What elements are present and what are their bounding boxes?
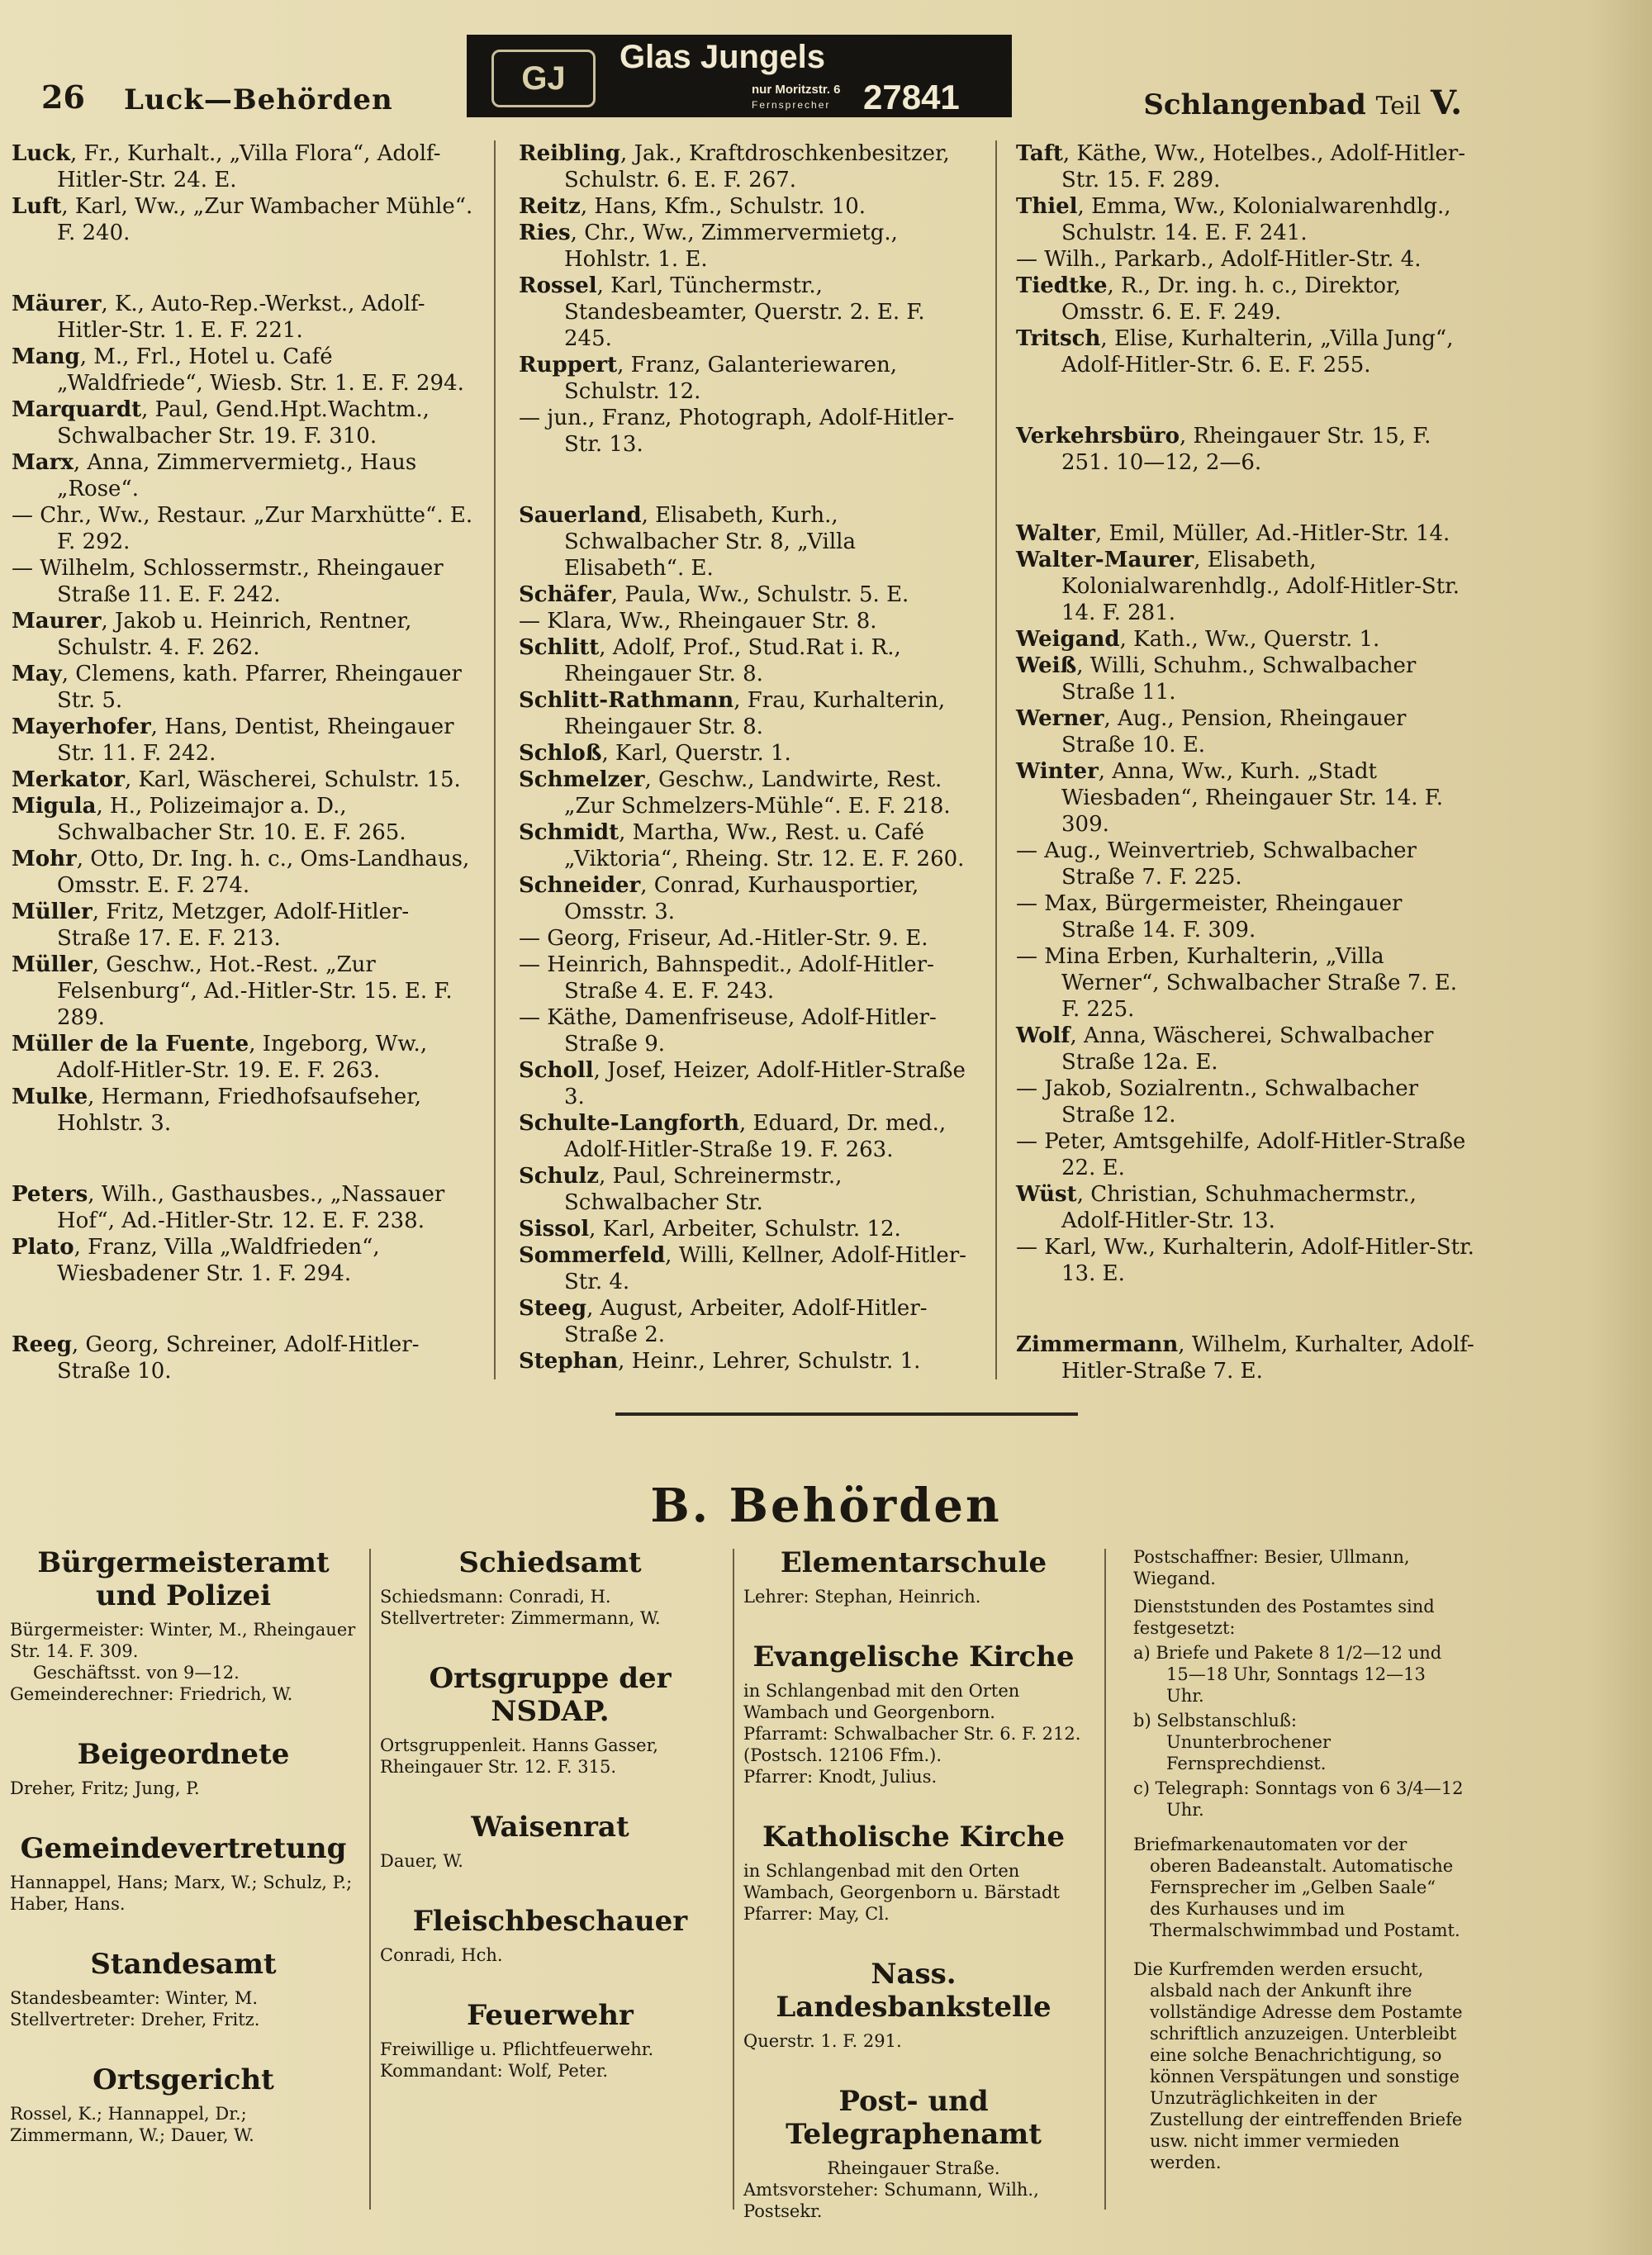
section-line: Lehrer: Stephan, Heinrich. [743, 1587, 981, 1607]
entry-gap [519, 458, 971, 502]
directory-entry: — Heinrich, Bahnspedit., Adolf-Hitler-Straße 4. E. F. 243. [519, 952, 934, 1004]
authorities-column-4 [1133, 1546, 1464, 2191]
section-elementarschule [743, 1546, 1084, 1607]
section-buergermeisteramt [10, 1546, 357, 1705]
section-katholische-kirche [743, 1821, 1084, 1925]
section-separator [615, 1412, 1078, 1416]
section-line: Schiedsmann: Conradi, H. [380, 1587, 611, 1607]
directory-column-2 [519, 140, 971, 1374]
section-ortsgericht [10, 2063, 357, 2146]
section-line: Pfarrer: Knodt, Julius. [743, 1767, 938, 1787]
directory-entry: Walter-Maurer, Elisabeth, Kolonialwarenhdlg., Adolf-Hitler-Str. 14. F. 281. [1016, 548, 1460, 625]
page-number: 26 [41, 78, 85, 116]
directory-entry: Werner, Aug., Pension, Rheingauer Straße 10. E. [1016, 706, 1407, 757]
section-heading: Waisenrat [471, 1811, 629, 1844]
section-heading: Bürgermeisteramt und Polizei [37, 1546, 330, 1612]
directory-entry: Ries, Chr., Ww., Zimmervermietg., Hohlstr. 1. E. [519, 221, 898, 272]
directory-entry: — Chr., Ww., Restaur. „Zur Marxhütte“. E. F. 292. [12, 503, 473, 554]
post-staff: Postschaffner: Besier, Ullmann, Wiegand. [1133, 1547, 1410, 1588]
section-line: Geschäftsst. von 9—12. [33, 1663, 240, 1683]
section-line: Rossel, K.; Hannappel, Dr.; Zimmermann, W.; Dauer, W. [10, 2104, 254, 2145]
directory-entry: Taft, Käthe, Ww., Hotelbes., Adolf-Hitler-Str. 15. F. 289. [1016, 141, 1466, 192]
directory-entry: Mulke, Hermann, Friedhofsaufseher, Hohlstr. 3. [12, 1085, 422, 1136]
entry-gap [12, 246, 474, 291]
directory-entry: Mäurer, K., Auto-Rep.-Werkst., Adolf-Hitler-Str. 1. E. F. 221. [12, 292, 425, 343]
directory-entry: Marx, Anna, Zimmervermietg., Haus „Rose“. [12, 450, 417, 501]
directory-entry: Tritsch, Elise, Kurhalterin, „Villa Jung“, Adolf-Hitler-Str. 6. E. F. 255. [1016, 326, 1454, 377]
directory-entry: Marquardt, Paul, Gend.Hpt.Wachtm., Schwalbacher Str. 19. F. 310. [12, 397, 430, 449]
directory-entry: Schmelzer, Geschw., Landwirte, Rest. „Zur Schmelzers-Mühle“. E. F. 218. [519, 767, 951, 819]
directory-entry: Mayerhofer, Hans, Dentist, Rheingauer Str. 11. F. 242. [12, 714, 454, 766]
section-heading: Ortsgruppe der NSDAP. [429, 1662, 672, 1728]
post-hours-item: a) Briefe und Pakete 8 1/2—12 und 15—18 Uhr, Sonntags 12—13 Uhr. [1133, 1643, 1442, 1706]
header-place [1143, 83, 1462, 122]
directory-entry: — Wilh., Parkarb., Adolf-Hitler-Str. 4. [1016, 247, 1422, 272]
authorities-column-1 [10, 1546, 357, 2179]
section-schiedsamt [380, 1546, 720, 1629]
section-feuerwehr [380, 1999, 720, 2082]
section-line: Stellvertreter: Dreher, Fritz. [10, 2010, 260, 2029]
directory-entry: — Karl, Ww., Kurhalterin, Adolf-Hitler-Str. 13. E. [1016, 1235, 1474, 1286]
section-line: Pfarramt: Schwalbacher Str. 6. F. 212. (Postsch. 12106 Ffm.). [743, 1724, 1081, 1765]
directory-column-3 [1016, 140, 1479, 1384]
section-line: Pfarrer: May, Cl. [743, 1904, 890, 1924]
section-line: Ortsgruppenleit. Hanns Gasser, Rheingauer Str. 12. F. 315. [380, 1735, 658, 1777]
directory-entry: Weigand, Kath., Ww., Querstr. 1. [1016, 627, 1380, 652]
section-line: Standesbeamter: Winter, M. [10, 1988, 259, 2008]
directory-entry: Wüst, Christian, Schuhmachermstr., Adolf-Hitler-Str. 13. [1016, 1182, 1417, 1233]
section-postamt [743, 2085, 1084, 2222]
post-hours-item: b) Selbstanschluß: Ununterbrochener Fernsprechdienst. [1133, 1711, 1332, 1773]
section-fleischbeschauer [380, 1905, 720, 1966]
directory-entry: Schneider, Conrad, Kurhausportier, Omsstr. 3. [519, 873, 919, 924]
directory-entry: Zimmermann, Wilhelm, Kurhalter, Adolf-Hitler-Straße 7. E. [1016, 1332, 1474, 1384]
entry-gap [1016, 476, 1479, 520]
directory-entry: Rossel, Karl, Tünchermstr., Standesbeamter, Querstr. 2. E. F. 245. [519, 273, 925, 351]
section-standesamt [10, 1948, 357, 2030]
directory-entry: Sauerland, Elisabeth, Kurh., Schwalbacher Str. 8, „Villa Elisabeth“. E. [519, 503, 856, 581]
directory-entry: Müller de la Fuente, Ingeborg, Ww., Adolf-Hitler-Str. 19. E. F. 263. [12, 1032, 428, 1083]
section-line: Stellvertreter: Zimmermann, W. [380, 1608, 661, 1628]
column-divider [494, 140, 496, 1379]
directory-entry: Müller, Geschw., Hot.-Rest. „Zur Felsenburg“, Ad.-Hitler-Str. 15. E. F. 289. [12, 952, 453, 1030]
section-landesbank [743, 1958, 1084, 2052]
directory-entry: Merkator, Karl, Wäscherei, Schulstr. 15. [12, 767, 461, 792]
section-line: Gemeinderechner: Friedrich, W. [10, 1684, 293, 1704]
section-beigeordnete [10, 1738, 357, 1799]
section-line: Dreher, Fritz; Jung, P. [10, 1778, 200, 1798]
directory-entry: Reitz, Hans, Kfm., Schulstr. 10. [519, 194, 866, 219]
directory-entry: Maurer, Jakob u. Heinrich, Rentner, Schulstr. 4. F. 262. [12, 609, 412, 660]
section-evangelische-kirche [743, 1640, 1084, 1787]
section-heading: Schiedsamt [458, 1546, 642, 1579]
directory-entry: Sommerfeld, Willi, Kellner, Adolf-Hitler-Str. 4. [519, 1243, 966, 1294]
advert-address: nur Moritzstr. 6 [752, 83, 841, 97]
section-heading: Standesamt [90, 1948, 277, 1981]
post-hours-intro: Dienststunden des Postamtes sind festgesetzt: [1133, 1597, 1435, 1638]
place-name: Schlangenbad [1143, 88, 1366, 121]
directory-entry: Verkehrsbüro, Rheingauer Str. 15, F. 251. 10—12, 2—6. [1016, 424, 1431, 475]
post-notice: Briefmarkenautomaten vor der oberen Badeanstalt. Automatische Fernsprecher im „Gelben Saale“ des Kurhauses und im Thermalschwimmbad und Postamt. [1133, 1835, 1460, 1940]
directory-entry: — Peter, Amtsgehilfe, Adolf-Hitler-Straße 22. E. [1016, 1129, 1466, 1180]
directory-entry: Müller, Fritz, Metzger, Adolf-Hitler-Straße 17. E. F. 213. [12, 900, 410, 951]
header-range: Luck—Behörden [124, 83, 393, 116]
directory-entry: Schulz, Paul, Schreinermstr., Schwalbacher Str. [519, 1164, 843, 1215]
directory-entry: Schlitt, Adolf, Prof., Stud.Rat i. R., Rheingauer Str. 8. [519, 635, 901, 686]
directory-entry: Stephan, Heinr., Lehrer, Schulstr. 1. [519, 1349, 921, 1374]
directory-entry: Thiel, Emma, Ww., Kolonialwarenhdlg., Schulstr. 14. E. F. 241. [1016, 194, 1451, 245]
advert-logo: GJ [491, 50, 596, 107]
section-line: Dauer, W. [380, 1851, 463, 1871]
directory-entry: — Max, Bürgermeister, Rheingauer Straße 14. F. 309. [1016, 891, 1403, 942]
directory-column-1 [12, 140, 474, 1384]
directory-entry: — Aug., Weinvertrieb, Schwalbacher Straße 7. F. 225. [1016, 838, 1417, 890]
directory-entry: Ruppert, Franz, Galanteriewaren, Schulstr. 12. [519, 353, 897, 404]
directory-entry: — jun., Franz, Photograph, Adolf-Hitler-Str. 13. [519, 406, 955, 457]
directory-entry: Schäfer, Paula, Ww., Schulstr. 5. E. [519, 582, 909, 607]
authorities-column-3 [743, 1546, 1084, 2255]
section-ortsgruppe [380, 1662, 720, 1778]
directory-entry: Scholl, Josef, Heizer, Adolf-Hitler-Straße 3. [519, 1058, 966, 1109]
section-line: Conradi, Hch. [380, 1945, 503, 1965]
advert-phone: 27841 [863, 78, 960, 116]
directory-entry: — Käthe, Damenfriseuse, Adolf-Hitler-Straße 9. [519, 1005, 937, 1056]
advert-phone-label: Fernsprecher [752, 99, 831, 111]
directory-entry: Migula, H., Polizeimajor a. D., Schwalbacher Str. 10. E. F. 265. [12, 794, 406, 845]
directory-entry: Tiedtke, R., Dr. ing. h. c., Direktor, Omsstr. 6. E. F. 249. [1016, 273, 1401, 325]
section-heading: Beigeordnete [77, 1738, 290, 1771]
section-heading: Katholische Kirche [762, 1821, 1065, 1854]
directory-entry: — Klara, Ww., Rheingauer Str. 8. [519, 609, 877, 634]
section-heading: Gemeindevertretung [20, 1832, 347, 1865]
directory-entry: Weiß, Willi, Schuhm., Schwalbacher Straße 11. [1016, 653, 1417, 705]
section-line: Bürgermeister: Winter, M., Rheingauer Str. 14. F. 309. [10, 1620, 356, 1661]
directory-entry: Schmidt, Martha, Ww., Rest. u. Café „Viktoria“, Rheing. Str. 12. E. F. 260. [519, 820, 965, 871]
part-label: Teil [1375, 92, 1422, 121]
section-line: in Schlangenbad mit den Orten Wambach und Georgenborn. [743, 1681, 1020, 1722]
section-line: Hannappel, Hans; Marx, W.; Schulz, P.; Haber, Hans. [10, 1873, 353, 1914]
section-heading: Ortsgericht [93, 2063, 274, 2096]
directory-entry: Walter, Emil, Müller, Ad.-Hitler-Str. 14. [1016, 521, 1450, 546]
entry-gap [1016, 378, 1479, 423]
column-divider [733, 1549, 734, 2210]
section-heading: Evangelische Kirche [752, 1640, 1075, 1673]
section-line: Rheingauer Straße. [827, 2158, 1000, 2178]
section-heading: Feuerwehr [467, 1999, 634, 2032]
directory-entry: Mohr, Otto, Dr. Ing. h. c., Oms-Landhaus, Omsstr. E. F. 274. [12, 847, 470, 898]
directory-entry: Winter, Anna, Ww., Kurh. „Stadt Wiesbaden“, Rheingauer Str. 14. F. 309. [1016, 759, 1444, 837]
directory-entry: Sissol, Karl, Arbeiter, Schulstr. 12. [519, 1217, 901, 1241]
directory-entry: Wolf, Anna, Wäscherei, Schwalbacher Straße 12a. E. [1016, 1023, 1434, 1075]
entry-gap [12, 1287, 474, 1332]
column-divider [369, 1549, 371, 2210]
entry-gap [1016, 1287, 1479, 1332]
directory-entry: Peters, Wilh., Gasthausbes., „Nassauer Hof“, Ad.-Hitler-Str. 12. E. F. 238. [12, 1182, 445, 1233]
entry-gap [12, 1137, 474, 1181]
directory-entry: — Jakob, Sozialrentn., Schwalbacher Straße 12. [1016, 1076, 1419, 1128]
section-line: Kommandant: Wolf, Peter. [380, 2061, 609, 2081]
directory-entry: — Wilhelm, Schlossermstr., Rheingauer Straße 11. E. F. 242. [12, 556, 444, 607]
directory-entry: Schulte-Langforth, Eduard, Dr. med., Adolf-Hitler-Straße 19. F. 263. [519, 1111, 947, 1162]
directory-entry: Luck, Fr., Kurhalt., „Villa Flora“, Adolf-Hitler-Str. 24. E. [12, 141, 441, 192]
section-gemeindevertretung [10, 1832, 357, 1915]
glas-jungels-advert [467, 35, 1012, 117]
section-line: Querstr. 1. F. 291. [743, 2031, 902, 2051]
section-heading: Fleischbeschauer [412, 1905, 688, 1938]
section-heading: Elementarschule [780, 1546, 1047, 1579]
directory-entry: — Georg, Friseur, Ad.-Hitler-Str. 9. E. [519, 926, 928, 951]
directory-entry: May, Clemens, kath. Pfarrer, Rheingauer Str. 5. [12, 662, 462, 713]
column-divider [1104, 1549, 1106, 2210]
directory-entry: Schlitt-Rathmann, Frau, Kurhalterin, Rheingauer Str. 8. [519, 688, 946, 739]
section-line: in Schlangenbad mit den Orten Wambach, Georgenborn u. Bärstadt [743, 1861, 1060, 1902]
directory-entry: Reibling, Jak., Kraftdroschkenbesitzer, Schulstr. 6. E. F. 267. [519, 141, 950, 192]
advert-name: Glas Jungels [620, 39, 825, 75]
directory-entry: Luft, Karl, Ww., „Zur Wambacher Mühle“. F. 240. [12, 194, 473, 245]
directory-entry: Mang, M., Frl., Hotel u. Café „Waldfriede“, Wiesb. Str. 1. E. F. 294. [12, 344, 464, 396]
post-hours-item: c) Telegraph: Sonntags von 6 3/4—12 Uhr. [1133, 1778, 1464, 1820]
section-line: Freiwillige u. Pflichtfeuerwehr. [380, 2039, 654, 2059]
section-heading: Nass. Landesbankstelle [776, 1958, 1051, 2024]
directory-entry: Reeg, Georg, Schreiner, Adolf-Hitler-Straße 10. [12, 1332, 420, 1384]
section-heading: Post- und Telegraphenamt [786, 2085, 1042, 2151]
directory-entry: Schloß, Karl, Querstr. 1. [519, 741, 791, 766]
section-waisenrat [380, 1811, 720, 1872]
section-line: Amtsvorsteher: Schumann, Wilh., Postsekr. [743, 2180, 1039, 2221]
post-notice: Die Kurfremden werden ersucht, alsbald nach der Ankunft ihre vollständige Adresse dem Postamte schriftlich anzuzeigen. Unterbleibt eine solche Benachrichtigung, so können Verspätungen und sonstige Unzuträglichkeiten in der Zustellung der eintreffenden Briefe usw. nicht immer vermieden werden. [1133, 1959, 1463, 2172]
column-divider [995, 140, 997, 1379]
directory-entry: — Mina Erben, Kurhalterin, „Villa Werner“, Schwalbacher Straße 7. E. F. 225. [1016, 944, 1458, 1022]
part-number: V. [1431, 83, 1462, 122]
authorities-column-2 [380, 1546, 720, 2115]
authorities-title: B. Behörden [650, 1479, 1002, 1533]
directory-entry: Steeg, August, Arbeiter, Adolf-Hitler-Straße 2. [519, 1296, 928, 1347]
directory-entry: Plato, Franz, Villa „Waldfrieden“, Wiesbadener Str. 1. F. 294. [12, 1235, 380, 1286]
